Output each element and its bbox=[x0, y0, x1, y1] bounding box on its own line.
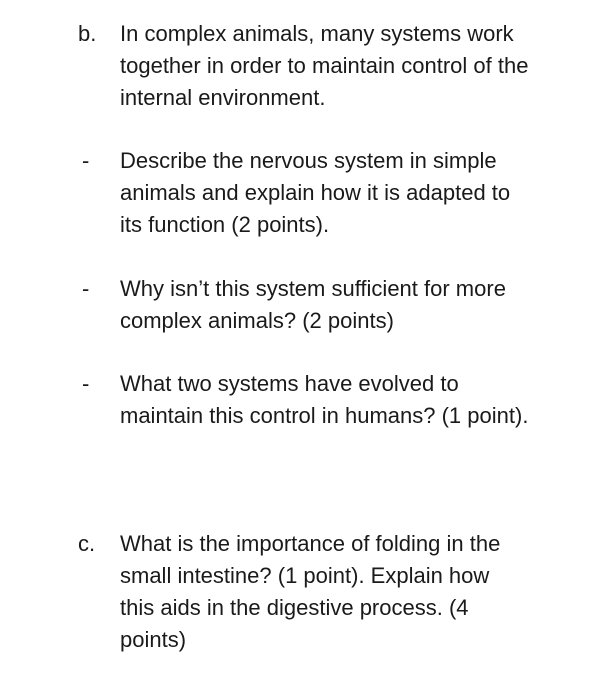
sub-question-2-line: Why isn’t this system sufficient for more bbox=[120, 276, 506, 301]
sub-question-1-line: Describe the nervous system in simple bbox=[120, 148, 497, 173]
sub-question-3-bullet: - bbox=[82, 371, 90, 396]
question-b-text bbox=[120, 18, 590, 114]
question-b-marker: b. bbox=[78, 21, 97, 46]
sub-question-2-text bbox=[120, 273, 590, 337]
sub-question-1-line: its function (2 points). bbox=[120, 212, 330, 237]
question-b-line: internal environment. bbox=[120, 85, 326, 110]
question-b-line: In complex animals, many systems work bbox=[120, 21, 514, 46]
question-c-line: this aids in the digestive process. (4 bbox=[120, 595, 469, 620]
question-c-line: What is the importance of folding in the bbox=[120, 531, 501, 556]
sub-question-3-line: maintain this control in humans? (1 point). bbox=[120, 403, 529, 428]
question-c-marker: c. bbox=[78, 531, 96, 556]
sub-question-2-line: complex animals? (2 points) bbox=[120, 308, 394, 333]
question-c-text bbox=[120, 528, 590, 656]
question-c-line: small intestine? (1 point). Explain how bbox=[120, 563, 490, 588]
question-b-line: together in order to maintain control of the bbox=[120, 53, 529, 78]
sub-question-3-line: What two systems have evolved to bbox=[120, 371, 459, 396]
sub-question-1-bullet: - bbox=[82, 148, 90, 173]
question-c-line: points) bbox=[120, 627, 187, 652]
sub-question-2-bullet: - bbox=[82, 276, 90, 301]
sub-question-1-line: animals and explain how it is adapted to bbox=[120, 180, 511, 205]
sub-question-1-text bbox=[120, 145, 590, 241]
sub-question-3-text bbox=[120, 368, 590, 432]
